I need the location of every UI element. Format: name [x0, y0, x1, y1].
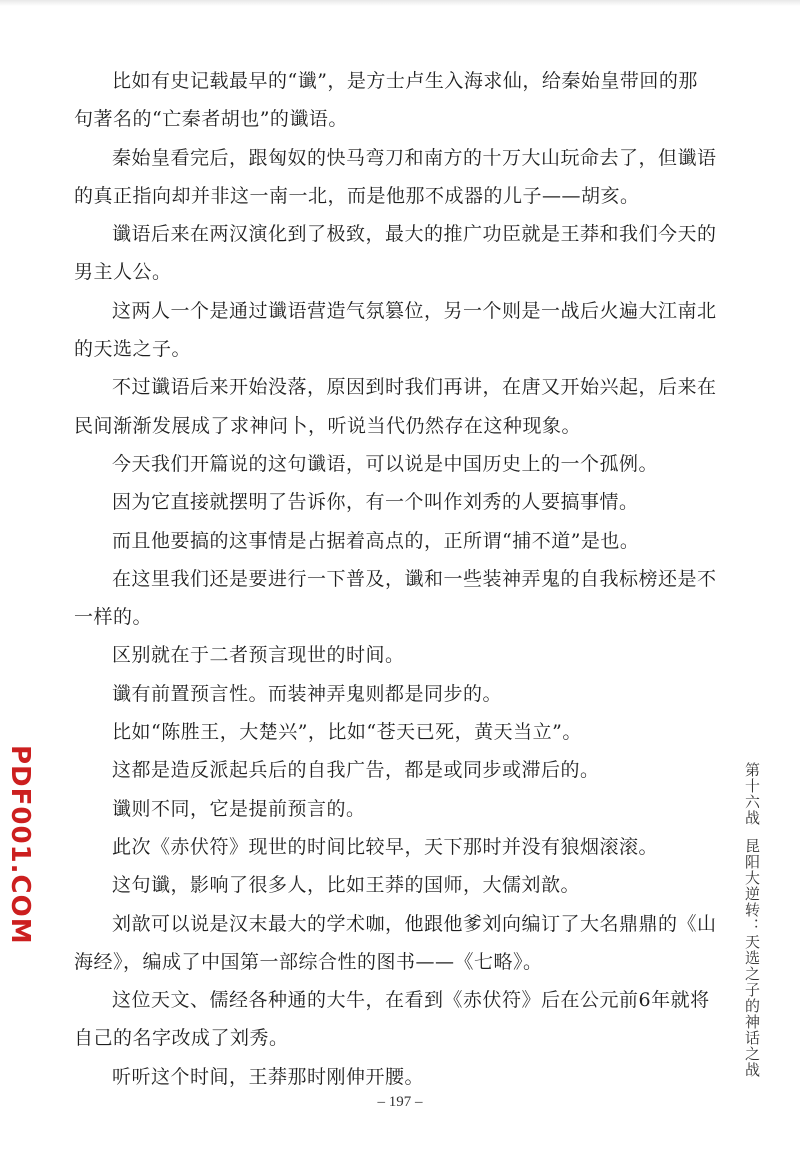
paragraph	[112, 790, 712, 828]
paragraph	[74, 368, 717, 445]
page-number: – 197 –	[377, 1094, 423, 1110]
paragraph	[112, 675, 712, 713]
paragraph-line: 这两人一个是通过谶语营造气氛篡位，另一个则是一战后火遍大江南北	[112, 299, 717, 322]
paragraph	[74, 139, 717, 216]
paragraph-line: 谶有前置预言性。而装神弄鬼则都是同步的。	[112, 682, 503, 705]
paragraph	[112, 483, 712, 521]
paragraph	[112, 828, 712, 866]
paragraph	[74, 560, 717, 637]
paragraph	[112, 751, 712, 789]
paragraph	[112, 522, 712, 560]
paragraph	[74, 981, 712, 1058]
paragraph	[74, 292, 717, 369]
paragraph-line: 因为它直接就摆明了告诉你，有一个叫作刘秀的人要搞事情。	[112, 491, 639, 514]
paragraph-line: 秦始皇看完后，跟匈奴的快马弯刀和南方的十万大山玩命去了，但谶语	[112, 146, 717, 169]
paragraph	[112, 636, 712, 674]
body-text	[74, 62, 717, 1096]
paragraph-line: 的天选之子。	[74, 338, 192, 361]
paragraph-line: 比如有史记载最早的“谶”，是方士卢生入海求仙，给秦始皇带回的那	[112, 70, 698, 92]
paragraph-line: 谶语后来在两汉演化到了极致，最大的推广功臣就是王莽和我们今天的	[112, 223, 717, 246]
paragraph-line: 这位天文、儒经各种通的大牛，在看到《赤伏符》后在公元前6年就将	[112, 989, 710, 1012]
paragraph-line: 自己的名字改成了刘秀。	[74, 1027, 289, 1050]
paragraph-line: 此次《赤伏符》现世的时间比较早，天下那时并没有狼烟滚滚。	[112, 835, 659, 858]
paragraph-line: 区别就在于二者预言现世的时间。	[112, 644, 405, 667]
paragraph-line: 谶则不同，它是提前预言的。	[112, 797, 366, 820]
running-head-title: 昆阳大逆转：天选之子的神话之战	[743, 838, 761, 1078]
paragraph-line: 男主人公。	[74, 261, 172, 284]
running-head	[733, 762, 763, 1078]
paragraph-line: 民间渐渐发展成了求神问卜，听说当代仍然存在这种现象。	[74, 414, 582, 437]
paragraph-line: 句著名的“亡秦者胡也”的谶语。	[74, 108, 348, 131]
paragraph	[74, 62, 712, 139]
paragraph-line: 比如“陈胜王，大楚兴”，比如“苍天已死，黄天当立”。	[112, 721, 582, 744]
paragraph-line: 刘歆可以说是汉末最大的学术咖，他跟他爹刘向编订了大名鼎鼎的《山	[112, 912, 717, 935]
paragraph-line: 而且他要搞的这事情是占据着高点的，正所谓“捕不道”是也。	[112, 529, 640, 552]
paragraph	[112, 866, 712, 904]
running-head-chapter: 第十六战	[743, 762, 761, 826]
paragraph-line: 一样的。	[74, 606, 153, 629]
paragraph	[112, 1058, 712, 1096]
paragraph-line: 听听这个时间，王莽那时刚伸开腰。	[112, 1065, 425, 1088]
paragraph-line: 海经》，编成了中国第一部综合性的图书——《七略》。	[74, 950, 543, 973]
paragraph-line: 今天我们开篇说的这句谶语，可以说是中国历史上的一个孤例。	[112, 452, 659, 475]
paragraph	[74, 905, 717, 982]
paragraph	[112, 445, 712, 483]
paragraph-line: 这句谶，影响了很多人，比如王莽的国师，大儒刘歆。	[112, 874, 581, 897]
paragraph-line: 的真正指向却并非这一南一北，而是他那不成器的儿子——胡亥。	[74, 184, 640, 207]
paragraph-line: 不过谶语后来开始没落，原因到时我们再讲，在唐又开始兴起，后来在	[112, 376, 717, 399]
paragraph	[74, 215, 717, 292]
paragraph-line: 在这里我们还是要进行一下普及，谶和一些装神弄鬼的自我标榜还是不	[112, 567, 717, 590]
paragraph-line: 这都是造反派起兵后的自我广告，都是或同步或滞后的。	[112, 759, 600, 782]
scan-edge	[0, 0, 800, 6]
watermark: PDF001.COM	[5, 745, 35, 945]
paragraph	[112, 713, 712, 751]
